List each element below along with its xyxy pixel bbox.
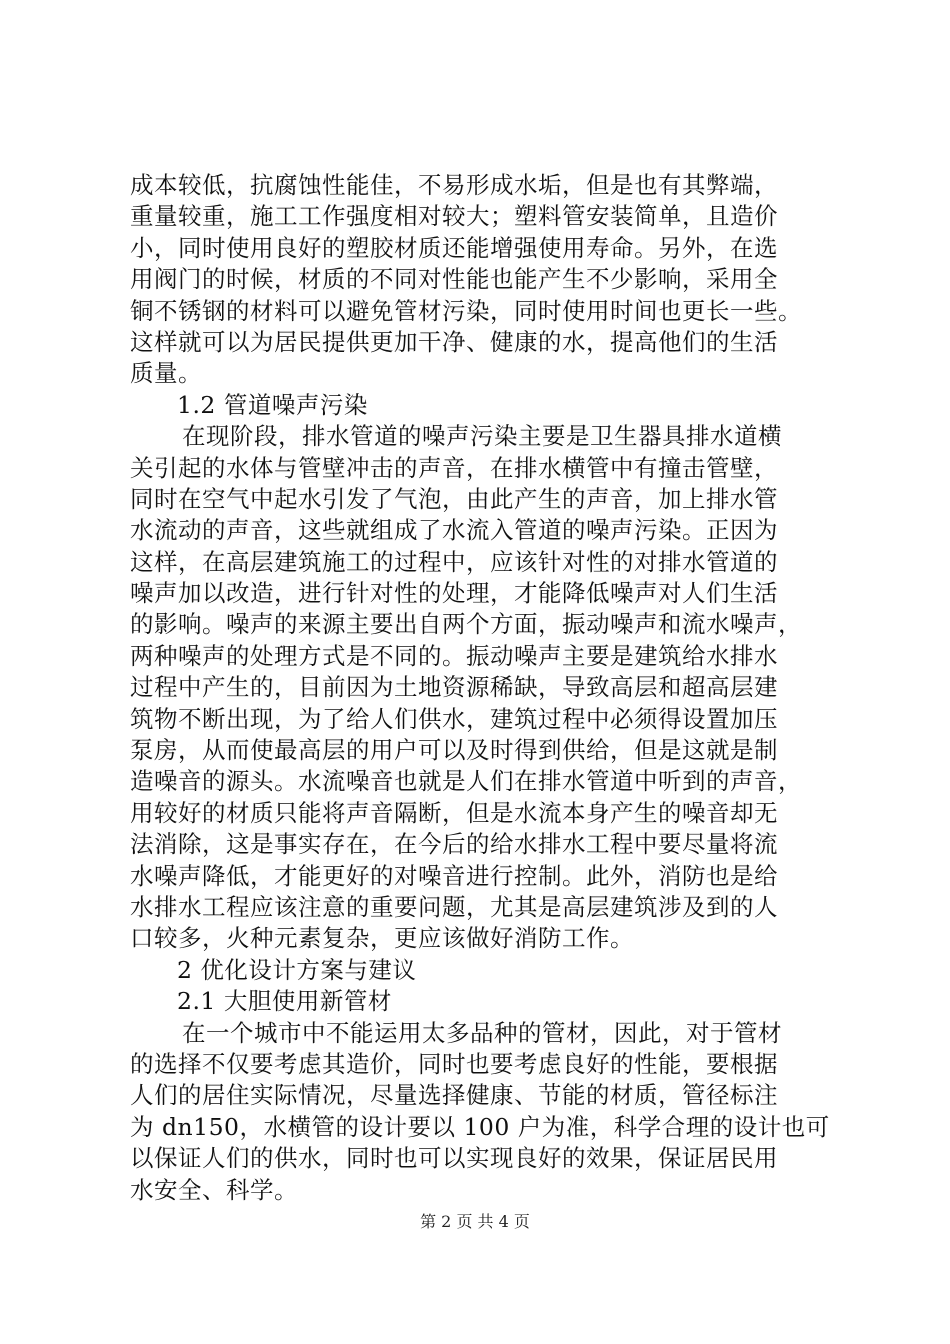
text-line: 造噪音的源头。水流噪音也就是人们在排水管道中听到的声音，: [130, 767, 802, 796]
text-line: 用较好的材质只能将声音隔断，但是水流本身产生的噪音却无: [130, 798, 778, 827]
text-line: 过程中产生的，目前因为土地资源稀缺，导致高层和超高层建: [130, 673, 778, 702]
text-line: 两种噪声的处理方式是不同的。振动噪声主要是建筑给水排水: [130, 641, 778, 670]
text-line: 这样就可以为居民提供更加干净、健康的水，提高他们的生活: [130, 327, 778, 356]
text-line: 成本较低，抗腐蚀性能佳，不易形成水垢，但是也有其弊端，: [130, 171, 778, 199]
text-line: 小，同时使用良好的塑胶材质还能增强使用寿命。另外，在选: [130, 233, 778, 262]
text-line: 重量较重，施工工作强度相对较大；塑料管安装简单，且造价: [130, 202, 778, 231]
body-text: [130, 170, 870, 1206]
text-line: 的选择不仅要考虑其造价，同时也要考虑良好的性能，要根据: [130, 1049, 778, 1078]
text-line: 水排水工程应该注意的重要问题，尤其是高层建筑涉及到的人: [130, 892, 778, 921]
text-line: 在现阶段，排水管道的噪声污染主要是卫生器具排水道横: [182, 422, 782, 451]
text-line: 铜不锈钢的材料可以避免管材污染，同时使用时间也更长一些。: [130, 296, 802, 325]
text-line: 筑物不断出现，为了给人们供水，建筑过程中必须得设置加压: [130, 704, 778, 733]
text-line: 质量。: [130, 359, 202, 388]
text-line: 水噪声降低，才能更好的对噪音进行控制。此外，消防也是给: [130, 861, 778, 890]
page-footer: 第 2 页 共 4 页: [420, 1212, 530, 1231]
text-line: 噪声加以改造，进行针对性的处理，才能降低噪声对人们生活: [130, 579, 778, 608]
text-line: 的影响。噪声的来源主要出自两个方面，振动噪声和流水噪声，: [130, 610, 802, 639]
text-line: 用阀门的时候，材质的不同对性能也能产生不少影响，采用全: [130, 265, 778, 294]
text-line: 人们的居住实际情况，尽量选择健康、节能的材质，管径标注: [130, 1081, 778, 1110]
text-line: 泵房，从而使最高层的用户可以及时得到供给，但是这就是制: [130, 736, 778, 765]
text-line: 水流动的声音，这些就组成了水流入管道的噪声污染。正因为: [130, 516, 778, 545]
section-heading: 2 优化设计方案与建议: [177, 955, 417, 984]
text-line: 以保证人们的供水，同时也可以实现良好的效果，保证居民用: [130, 1144, 778, 1173]
text-line: 关引起的水体与管壁冲击的声音，在排水横管中有撞击管壁，: [130, 453, 778, 482]
subsection-heading: 2.1 大胆使用新管材: [177, 987, 392, 1016]
text-line: 同时在空气中起水引发了气泡，由此产生的声音，加上排水管: [130, 484, 778, 513]
section-heading: 1.2 管道噪声污染: [177, 390, 368, 419]
text-line: 法消除，这是事实存在，在今后的给水排水工程中要尽量将流: [130, 830, 778, 859]
text-line: 这样，在高层建筑施工的过程中，应该针对性的对排水管道的: [130, 547, 778, 576]
text-line: 为 dn150，水横管的设计要以 100 户为准，科学合理的设计也可: [130, 1112, 830, 1141]
text-line: 在一个城市中不能运用太多品种的管材，因此，对于管材: [182, 1018, 782, 1047]
text-line: 水安全、科学。: [130, 1175, 298, 1204]
text-line: 口较多，火种元素复杂，更应该做好消防工作。: [130, 924, 634, 953]
